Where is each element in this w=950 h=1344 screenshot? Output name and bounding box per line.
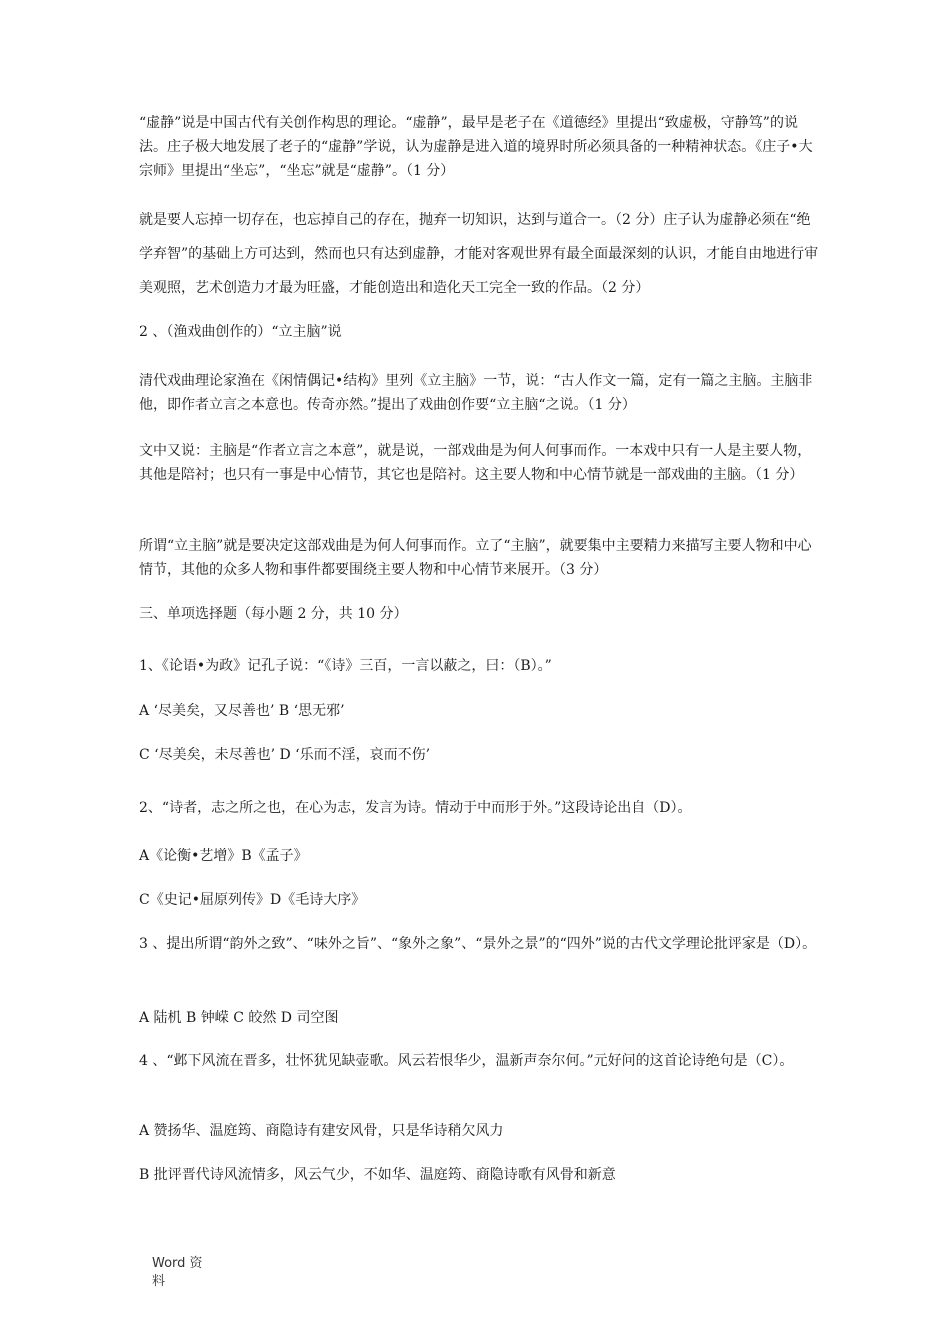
question-3-options: A 陆机 B 钟嵘 C 皎然 D 司空图 xyxy=(139,1010,339,1026)
question-2-options-ab: A《论衡•艺增》B《孟子》 xyxy=(139,848,308,864)
paragraph-xujing-detail: 就是要人忘掉一切存在，也忘掉自己的存在，抛弃一切知识，达到与道合一。（2 分）庄子认为虚静必须在“绝学弃智”的基础上方可达到，然而也只有达到虚静，才能对客观世界有最全面最深刻的认识，才能自由地进行审美观照，艺术创造力才最为旺盛，才能创造出和造化天工完全一致的作品。（2 分） xyxy=(139,212,819,296)
question-2-options-cd: C《史记•屈原列传》D《毛诗大序》 xyxy=(139,892,366,908)
question-4-option-a: A 赞扬华、温庭筠、商隐诗有建安风骨，只是华诗稍欠风力 xyxy=(139,1123,504,1139)
question-1-options-cd: C ‘尽美矣，未尽善也’ D ‘乐而不淫，哀而不伤’ xyxy=(139,747,431,763)
question-4-option-b: B 批评晋代诗风流情多，风云气少，不如华、温庭筠、商隐诗歌有风骨和新意 xyxy=(139,1167,616,1183)
footer-label: Word 资料 xyxy=(152,1256,203,1289)
paragraph-lizhunao-meaning: 文中又说：主脑是“作者立言之本意”，就是说，一部戏曲是为何人何事而作。一本戏中只有一人是主要人物，其他是陪衬；也只有一事是中心情节，其它也是陪衬。这主要人物和中心情节就是一部戏曲的主脑。（1 分） xyxy=(139,443,812,483)
paragraph-lizhunao-origin: 清代戏曲理论家渔在《闲情偶记•结构》里列《立主脑》一节，说：“古人作文一篇，定有一篇之主脑。主脑非他，即作者立言之本意也。传奇亦然。”提出了戏曲创作要“立主脑“之说。（1 分） xyxy=(139,373,813,413)
paragraph-xujing-intro: “虚静”说是中国古代有关创作构思的理论。“虚静”，最早是老子在《道德经》里提出“致虚极，守静笃”的说法。庄子极大地发展了老子的“虚静”学说，认为虚静是进入道的境界时所必须具备的一种精神状态。《庄子•大宗师》里提出“坐忘”，“坐忘”就是“虚静”。（1 分） xyxy=(139,115,813,179)
question-4: 4 、“邺下风流在晋多，壮怀犹见缺壶歌。风云若恨华少，温新声奈尔何。”元好问的这首论诗绝句是（C）。 xyxy=(139,1053,794,1069)
question-1-options-ab: A ‘尽美矣，又尽善也’ B ‘思无邪’ xyxy=(139,703,345,719)
question-1: 1、《论语•为政》记孔子说：“《诗》三百，一言以蔽之，曰：（B）。” xyxy=(139,658,552,674)
section-heading-single-choice: 三、单项选择题（每小题 2 分，共 10 分） xyxy=(139,606,408,622)
paragraph-lizhunao-summary: 所谓“立主脑”就是要决定这部戏曲是为何人何事而作。立了“主脑”，就要集中主要精力来描写主要人物和中心情节，其他的众多人物和事件都要围绕主要人物和中心情节来展开。（3 分） xyxy=(139,538,812,578)
question-3: 3 、提出所谓“韵外之致”、“味外之旨”、“象外之象”、“景外之景”的“四外”说的古代文学理论批评家是（D）。 xyxy=(139,936,817,952)
question-2: 2、“诗者，志之所之也，在心为志，发言为诗。情动于中而形于外。”这段诗论出自（D）。 xyxy=(139,800,692,816)
heading-lizhunao: 2 、（渔戏曲创作的）“立主脑”说 xyxy=(139,324,342,340)
